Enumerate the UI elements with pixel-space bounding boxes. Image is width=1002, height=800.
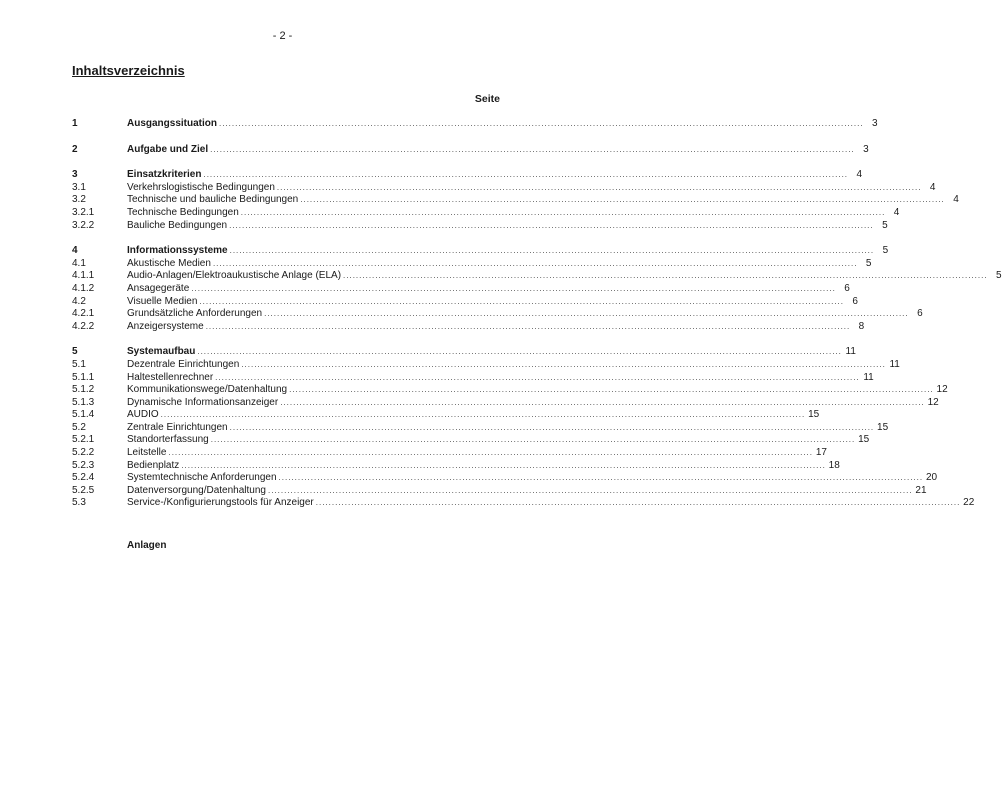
toc-dot-leader: ........................................................................................................................................................................................................ bbox=[191, 283, 836, 293]
toc-entry-number: 5.1.1 bbox=[72, 371, 95, 383]
toc-entry-page: 5 bbox=[996, 270, 1002, 282]
toc-dot-leader: ........................................................................................................................................................................................................ bbox=[203, 170, 849, 180]
toc-entry-page: 15 bbox=[877, 421, 889, 433]
toc-dot-leader: ........................................................................................................................................................................................................ bbox=[278, 473, 924, 483]
toc-dot-leader: ........................................................................................................................................................................................................ bbox=[229, 246, 875, 256]
toc-entry-row bbox=[72, 459, 840, 473]
toc-entry-number: 4.1.2 bbox=[72, 282, 95, 294]
toc-entry-number: 4.2 bbox=[72, 295, 86, 307]
toc-chapter-row bbox=[72, 169, 863, 182]
toc-dot-leader: ........................................................................................................................................................................................................ bbox=[240, 207, 886, 217]
toc-entry-row bbox=[72, 194, 959, 207]
toc-entry-title: Bedienplatz bbox=[127, 459, 180, 471]
toc-entry-title: Kommunikationswege/Datenhaltung bbox=[127, 384, 288, 396]
appendix-label: Anlagen bbox=[127, 540, 167, 551]
toc-entry-page: 5 bbox=[865, 257, 872, 269]
toc-entry-page: 3 bbox=[863, 143, 869, 155]
toc-entry-row bbox=[72, 497, 975, 510]
toc-entry-row bbox=[72, 434, 870, 447]
toc-dot-leader: ........................................................................................................................................................................................................ bbox=[160, 410, 806, 420]
toc-entry-number: 5.1.4 bbox=[72, 409, 95, 421]
toc-entry-page: 4 bbox=[856, 169, 863, 181]
toc-entry-page: 22 bbox=[963, 497, 975, 509]
toc-entry-row bbox=[72, 219, 888, 233]
toc-entry-row bbox=[72, 371, 874, 385]
toc-entry-title: AUDIO bbox=[127, 409, 159, 421]
toc-dot-leader: ........................................................................................................................................................................................................ bbox=[181, 460, 826, 470]
toc-entry-page: 3 bbox=[871, 118, 878, 129]
toc-entry-page: 6 bbox=[844, 282, 850, 294]
toc-group-gap bbox=[72, 131, 494, 144]
toc-entry-title: Informationssysteme bbox=[127, 245, 228, 257]
toc-chapter-row bbox=[72, 143, 869, 157]
toc-entry-title: Audio-Anlagen/Elektroaukustische Anlage (ELA) bbox=[127, 270, 342, 282]
toc-entry-number: 5.1.2 bbox=[72, 384, 95, 396]
toc-dot-leader: ........................................................................................................................................................................................................ bbox=[280, 397, 925, 407]
toc-dot-leader: ........................................................................................................................................................................................................ bbox=[210, 435, 856, 445]
toc-entry-number: 3 bbox=[72, 169, 78, 181]
toc-entry-number: 1 bbox=[72, 118, 78, 129]
toc-entry-title: Akustische Medien bbox=[127, 257, 211, 269]
toc-dot-leader: ........................................................................................................................................................................................................ bbox=[229, 422, 875, 432]
toc-entry-number: 4.2.2 bbox=[72, 320, 95, 332]
toc-dot-leader: ........................................................................................................................................................................................................ bbox=[197, 347, 842, 357]
toc-entry-number: 3.2 bbox=[72, 194, 86, 206]
toc-entry-row bbox=[72, 384, 948, 397]
toc-dot-leader: ........................................................................................................................................................................................................ bbox=[315, 498, 961, 508]
toc-entry-page: 12 bbox=[936, 384, 948, 396]
toc-entry-row bbox=[72, 447, 827, 460]
toc-entry-title: Leitstelle bbox=[127, 447, 167, 459]
toc-dot-leader: ........................................................................................................................................................................................................ bbox=[219, 119, 864, 128]
toc-entry-title: Visuelle Medien bbox=[127, 295, 198, 307]
toc-heading: Inhaltsverzeichnis bbox=[72, 63, 185, 78]
toc-entry-title: Bauliche Bedingungen bbox=[127, 219, 228, 231]
toc-group-gap bbox=[72, 156, 494, 169]
toc-chapter-row bbox=[72, 118, 878, 131]
toc-entry-title: Standorterfassung bbox=[127, 434, 209, 446]
toc-entry-page: 17 bbox=[815, 447, 827, 459]
toc-dot-leader: ........................................................................................................................................................................................................ bbox=[205, 321, 851, 331]
toc-entry-row bbox=[72, 484, 927, 498]
toc-dot-leader: ........................................................................................................................................................................................................ bbox=[199, 296, 844, 306]
toc-entry-page: 4 bbox=[893, 206, 900, 218]
toc-entry-page: 21 bbox=[915, 484, 927, 496]
toc-group-gap bbox=[72, 232, 494, 245]
toc-entry-number: 2 bbox=[72, 143, 78, 155]
toc-entry-page: 4 bbox=[929, 181, 936, 193]
toc-entry-number: 4 bbox=[72, 245, 78, 257]
toc-entry-page: 8 bbox=[858, 320, 865, 332]
toc-entry-page: 11 bbox=[889, 358, 900, 370]
toc-entry-row bbox=[72, 320, 865, 334]
toc-entry-row bbox=[72, 295, 858, 309]
toc-entry-row bbox=[72, 282, 850, 296]
toc-dot-leader: ........................................................................................................................................................................................................ bbox=[289, 385, 934, 395]
toc-entry-title: Dezentrale Einrichtungen bbox=[127, 358, 240, 370]
toc-dot-leader: ........................................................................................................................................................................................................ bbox=[300, 195, 945, 205]
toc-entry-title: Technische Bedingungen bbox=[127, 206, 239, 218]
toc-entry-number: 3.1 bbox=[72, 181, 86, 193]
toc-chapter-row bbox=[72, 346, 856, 359]
toc-entry-row bbox=[72, 396, 939, 410]
toc-entry-page: 15 bbox=[808, 409, 820, 421]
toc-dot-leader: ........................................................................................................................................................................................................ bbox=[267, 485, 913, 495]
toc-dot-leader: ........................................................................................................................................................................................................ bbox=[276, 182, 922, 192]
toc-entry-number: 5.2.4 bbox=[72, 472, 95, 484]
toc-entry-row bbox=[72, 257, 872, 271]
toc-entry-page: 18 bbox=[828, 459, 840, 471]
toc-entry-title: Dynamische Informationsanzeiger bbox=[127, 396, 279, 408]
toc-dot-leader: ........................................................................................................................................................................................................ bbox=[210, 144, 855, 154]
toc-entry-number: 3.2.2 bbox=[72, 219, 95, 231]
toc-entry-page: 5 bbox=[882, 219, 888, 231]
toc-entry-number: 5.3 bbox=[72, 497, 86, 509]
toc-entry-page: 11 bbox=[845, 346, 856, 358]
toc-entry-title: Einsatzkriterien bbox=[127, 169, 202, 181]
toc-entry-number: 5.2.3 bbox=[72, 459, 95, 471]
toc-entry-number: 4.1 bbox=[72, 257, 86, 269]
toc-entry-number: 5 bbox=[72, 346, 78, 358]
toc-entry-page: 15 bbox=[858, 434, 870, 446]
toc-chapter-row bbox=[72, 245, 889, 258]
toc-entry-title: Systemaufbau bbox=[127, 346, 196, 358]
toc-group-gap bbox=[72, 333, 494, 346]
toc-entry-title: Zentrale Einrichtungen bbox=[127, 421, 228, 433]
toc-dot-leader: ........................................................................................................................................................................................................ bbox=[215, 372, 860, 382]
toc-entry-page: 12 bbox=[927, 396, 939, 408]
table-of-contents bbox=[72, 118, 1002, 510]
toc-entry-page: 6 bbox=[852, 295, 858, 307]
toc-entry-number: 5.2.2 bbox=[72, 447, 95, 459]
toc-entry-title: Technische und bauliche Bedingungen bbox=[127, 194, 299, 206]
toc-entry-page: 4 bbox=[953, 194, 959, 206]
toc-entry-title: Service-/Konfigurierungstools für Anzeiger bbox=[127, 497, 314, 509]
toc-entry-title: Ansagegeräte bbox=[127, 282, 190, 294]
toc-entry-number: 5.1 bbox=[72, 358, 86, 370]
toc-entry-title: Verkehrslogistische Bedingungen bbox=[127, 181, 275, 193]
toc-entry-number: 4.1.1 bbox=[72, 270, 95, 282]
toc-entry-page: 11 bbox=[863, 371, 874, 383]
toc-entry-number: 5.2.5 bbox=[72, 484, 95, 496]
toc-entry-title: Haltestellenrechner bbox=[127, 371, 214, 383]
toc-entry-title: Systemtechnische Anforderungen bbox=[127, 472, 277, 484]
toc-dot-leader: ........................................................................................................................................................................................................ bbox=[343, 271, 988, 281]
toc-dot-leader: ........................................................................................................................................................................................................ bbox=[168, 448, 813, 458]
toc-entry-page: 5 bbox=[882, 245, 889, 257]
toc-entry-row bbox=[72, 409, 820, 422]
toc-entry-row bbox=[72, 270, 1002, 283]
toc-dot-leader: ........................................................................................................................................................................................................ bbox=[212, 258, 858, 268]
page-column-label: Seite bbox=[474, 93, 500, 105]
toc-entry-title: Grundsätzliche Anforderungen bbox=[127, 308, 263, 320]
toc-entry-row bbox=[72, 206, 900, 220]
toc-entry-page: 20 bbox=[925, 472, 938, 484]
toc-entry-number: 5.2.1 bbox=[72, 434, 95, 446]
toc-entry-number: 3.2.1 bbox=[72, 206, 95, 218]
toc-dot-leader: ........................................................................................................................................................................................................ bbox=[264, 309, 909, 319]
toc-entry-number: 5.1.3 bbox=[72, 396, 95, 408]
page-number: - 2 - bbox=[272, 30, 293, 42]
toc-entry-row bbox=[72, 308, 923, 321]
toc-entry-title: Aufgabe und Ziel bbox=[127, 143, 209, 155]
toc-entry-page: 6 bbox=[917, 308, 923, 320]
toc-entry-title: Anzeigersysteme bbox=[127, 320, 204, 332]
toc-dot-leader: ........................................................................................................................................................................................................ bbox=[229, 220, 874, 230]
toc-dot-leader: ........................................................................................................................................................................................................ bbox=[241, 359, 886, 369]
toc-entry-row bbox=[72, 358, 900, 372]
toc-entry-number: 5.2 bbox=[72, 421, 86, 433]
toc-entry-title: Datenversorgung/Datenhaltung bbox=[127, 484, 266, 496]
toc-entry-row bbox=[72, 421, 889, 435]
toc-entry-row bbox=[72, 181, 936, 195]
toc-entry-number: 4.2.1 bbox=[72, 308, 95, 320]
toc-entry-title: Ausgangssituation bbox=[127, 118, 218, 129]
toc-entry-row bbox=[72, 472, 938, 485]
